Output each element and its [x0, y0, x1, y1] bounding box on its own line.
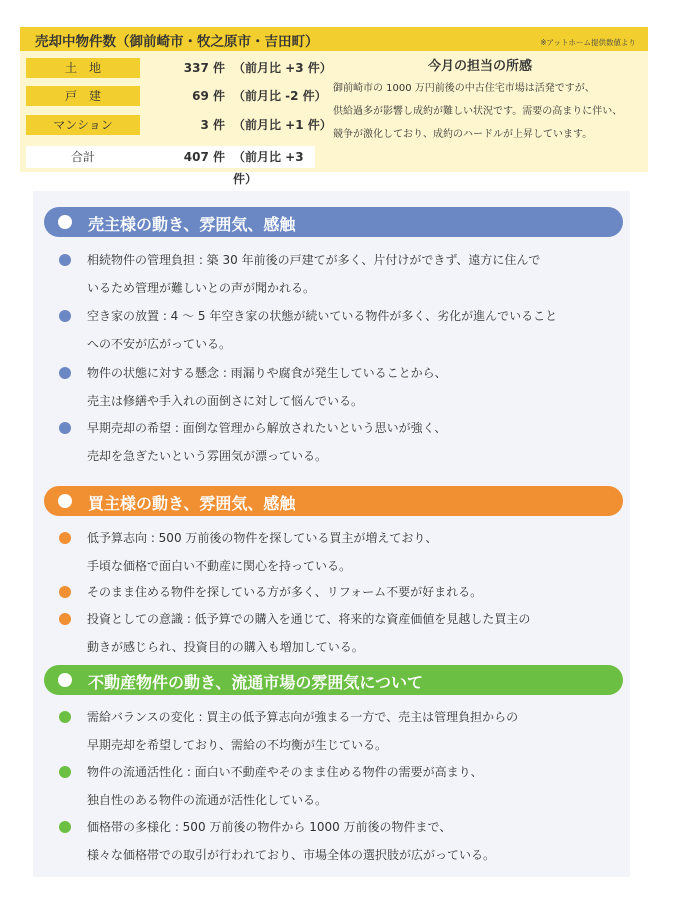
total-diff: （前月比 +3 件） [233, 150, 304, 186]
list-item [87, 414, 617, 470]
section-title: 売主様の動き、雰囲気、感触 [88, 215, 296, 234]
item-line: 価格帯の多様化 : 500 万前後の物件から 1000 万前後の物件まで、 [87, 820, 452, 834]
section-title: 買主様の動き、雰囲気、感触 [88, 494, 296, 513]
item-line: 売主は修繕や手入れの面倒さに対して悩んでいる。 [87, 394, 364, 408]
item-line: 早期売却の希望 : 面倒な管理から解放されたいという思いが強く、 [87, 421, 447, 435]
item-line: 売却を急ぎたいという雰囲気が漂っている。 [87, 449, 328, 463]
list-item [87, 813, 617, 869]
total-label: 合計 [70, 150, 95, 164]
list-item [87, 302, 617, 358]
total-count: 407 件 [183, 150, 225, 164]
source-note: ※アットホーム提供数値より [540, 38, 636, 47]
stat-count-land: 337 件 [183, 61, 225, 75]
comment-line: 供給過多が影響し成約が難しい状況です。需要の高まりに伴い、 [333, 106, 623, 117]
bullet-icon [59, 254, 71, 266]
bullet-icon [59, 367, 71, 379]
bullet-icon [59, 821, 71, 833]
item-line: 投資としての意識 : 低予算での購入を通じて、将来的な資産価値を見越した買主の [87, 612, 531, 626]
market-report-panel [33, 191, 630, 877]
item-line: 物件の流通活性化 : 面白い不動産やそのまま住める物件の需要が高まり、 [87, 765, 483, 779]
stat-label-mansion: マンション [26, 115, 140, 135]
section-title: 不動産物件の動き、流通市場の雰囲気について [88, 673, 424, 692]
bullet-icon [59, 422, 71, 434]
item-line: への不安が広がっている。 [87, 337, 232, 351]
stat-diff-house: （前月比 -2 件） [233, 89, 327, 103]
comment-line: 競争が激化しており、成約のハードルが上昇しています。 [333, 129, 593, 140]
bullet-icon [59, 586, 71, 598]
list-item [87, 578, 617, 606]
section-header-sellers [44, 207, 623, 237]
stat-diff-land: （前月比 +3 件） [233, 61, 332, 75]
item-line: 物件の状態に対する懸念 : 雨漏りや腐食が発生していることから、 [87, 366, 447, 380]
item-line: そのまま住める物件を探している方が多く、リフォーム不要が好まれる。 [87, 585, 483, 599]
bullet-icon [58, 215, 72, 229]
list-item [87, 524, 617, 580]
item-line: 様々な価格帯での取引が行われており、市場全体の選択肢が広がっている。 [87, 848, 496, 862]
bullet-icon [59, 766, 71, 778]
stat-count-house: 69 件 [192, 89, 225, 103]
list-item [87, 758, 617, 814]
item-line: 手頃な価格で面白い不動産に関心を持っている。 [87, 559, 352, 573]
bullet-icon [59, 310, 71, 322]
comment-line: 御前崎市の 1000 万円前後の中古住宅市場は活発ですが、 [333, 83, 595, 94]
item-line: 相続物件の管理負担 : 築 30 年前後の戸建てが多く、片付けができず、遠方に住んで [87, 253, 541, 267]
comment-text [333, 77, 643, 146]
list-item [87, 605, 617, 661]
item-line: 需給バランスの変化 : 買主の低予算志向が強まる一方で、売主は管理負担からの [87, 710, 519, 724]
section-header-market [44, 665, 623, 695]
stat-diff-mansion: （前月比 +1 件） [233, 118, 332, 132]
bullet-icon [58, 673, 72, 687]
bullet-icon [59, 532, 71, 544]
summary-header [20, 27, 648, 51]
list-item [87, 246, 617, 302]
item-line: 早期売却を希望しており、需給の不均衡が生じている。 [87, 738, 388, 752]
bullet-icon [58, 494, 72, 508]
stat-label-house: 戸 建 [26, 86, 140, 106]
item-line: 独自性のある物件の流通が活性化している。 [87, 793, 328, 807]
item-line: 空き家の放置 : 4 ～ 5 年空き家の状態が続いている物件が多く、劣化が進んでいること [87, 309, 558, 323]
total-row [26, 146, 315, 186]
item-line: 動きが感じられ、投資目的の購入も増加している。 [87, 640, 364, 654]
bullet-icon [59, 711, 71, 723]
summary-title: 売却中物件数（御前崎市・牧之原市・吉田町） [35, 34, 319, 50]
list-item [87, 359, 617, 415]
listing-summary-box [20, 27, 648, 186]
item-line: 低予算志向 : 500 万前後の物件を探している買主が増えており、 [87, 531, 438, 545]
stat-count-mansion: 3 件 [200, 118, 225, 132]
bullet-icon [59, 613, 71, 625]
section-header-buyers [44, 486, 623, 516]
item-line: いるため管理が難しいとの声が聞かれる。 [87, 281, 316, 295]
stat-label-land: 土 地 [26, 58, 140, 78]
comment-title: 今月の担当の所感 [427, 59, 532, 74]
list-item [87, 703, 617, 759]
